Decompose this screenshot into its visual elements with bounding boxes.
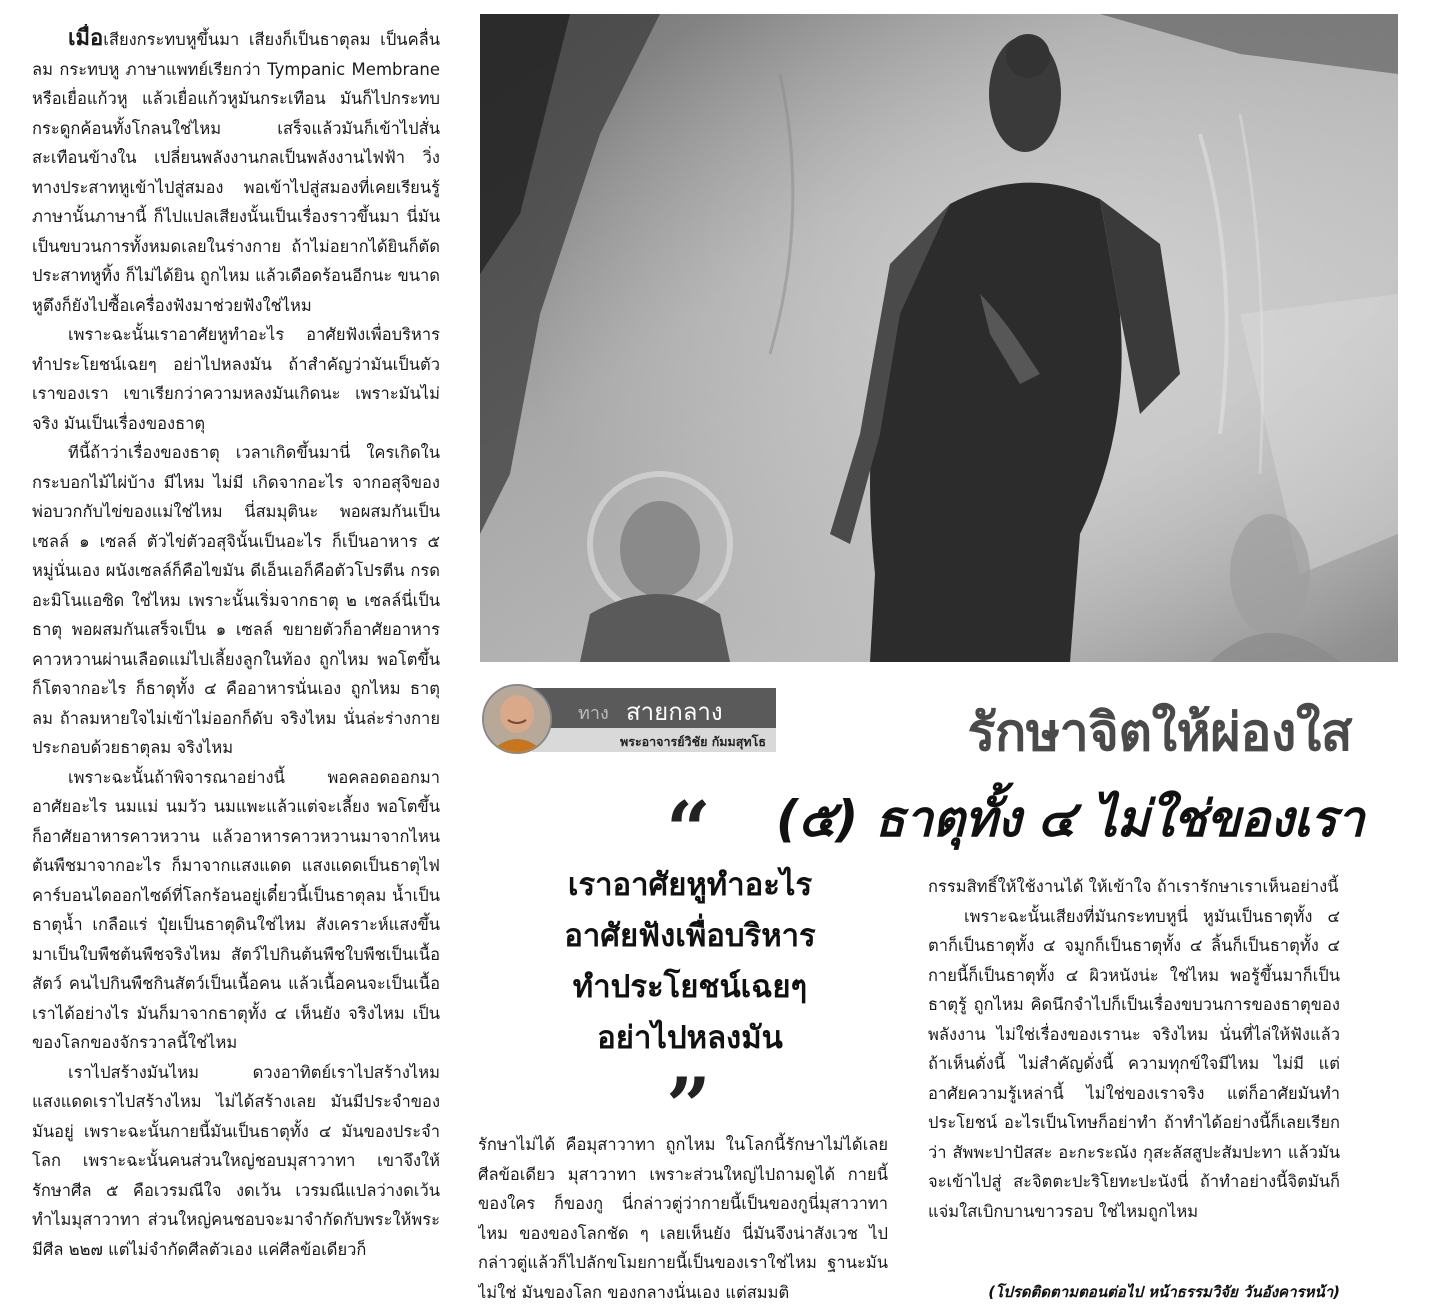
article-right-column bbox=[928, 872, 1340, 1276]
column-header bbox=[482, 684, 776, 754]
avatar-image bbox=[484, 686, 550, 752]
quote-close-mark: ” bbox=[666, 1061, 711, 1152]
article-paragraph: เพราะฉะนั้นเราอาศัยหูทำอะไร อาศัยฟังเพื่อบริหารทำประโยชน์เฉยๆ อย่าไปหลงมัน ถ้าสำคัญว่ามันเป็นตัวเราของเรา เขาเรียกว่าความหลงมันเกิดนะ เพราะมันไม่จริง มันเป็นเรื่องของธาตุ bbox=[32, 325, 440, 433]
pull-quote bbox=[510, 860, 870, 1064]
article-paragraph: ทีนี้ถ้าว่าเรื่องของธาตุ เวลาเกิดขึ้นมานี่ ใครเกิดในกระบอกไม้ไผ่บ้าง มีไหม ไม่มี เกิดจากอะไร จากอสุจิของพ่อบวกกับไข่ของแม่ใช่ไหม นี่สมมุตินะ พอผสมกันเป็นเซลล์ ๑ เซลล์ ตัวไข่ตัวอสุจินั้นเป็นอะไร ก็เป็นอาหาร ๕ หมู่นั่นเอง ผนังเซลล์ก็คือไขมัน ดีเอ็นเอก็คือตัวโปรตีน กรดอะมิโนแอซิด ใช่ไหม เพราะนั้นเริ่มจากธาตุ ๒ เซลล์นี่เป็นธาตุ พอผสมกันเสร็จเป็น ๑ เซลล์ ขยายตัวก็อาศัยอาหารคาวหวานผ่านเลือดแม่ไปเลี้ยงลูกในท้อง ถูกไหม พอโตขึ้นก็โตจากอะไร ก็ธาตุทั้ง ๔ คืออาหารนั่นเอง ถูกไหม ธาตุลม ถ้าลมหายใจไม่เข้าไม่ออกก็ดับ จริงไหม นั่นล่ะร่างกายประกอบด้วยธาตุลม จริงไหม bbox=[32, 443, 440, 757]
headline-line-2: (๕) ธาตุทั้ง ๔ ไม่ใช่ของเรา bbox=[775, 790, 1364, 848]
monk-portrait-avatar bbox=[482, 684, 552, 754]
pull-quote-line: อาศัยฟังเพื่อบริหาร bbox=[564, 918, 816, 954]
buddha-mural-photo bbox=[480, 14, 1398, 662]
article-paragraph: รักษาไม่ได้ คือมุสาวาทา ถูกไหม ในโลกนี้รักษาไม่ได้เลยศีลข้อเดียว มุสาวาทา เพราะส่วนใหญ่ไปถามดูได้ กายนี้ของใคร ก็ของกู นี่กล่าวตู่ว่ากายนี้เป็นของกูนี่มุสาวาทาไหม ของของโลกชัด ๆ เลยเห็นยัง นี่มันจึงน่าสังเวช ไปกล่าวตู่แล้วก็ไปลักขโมยกายนี้เป็นของเราใช่ไหม ฐานะมันไม่ใช่ มันของโลก ของกลางนั่นเอง แต่สมมติ bbox=[478, 1135, 888, 1302]
photo-image bbox=[480, 14, 1398, 662]
continuation-note: (โปรดติดตามตอนต่อไป หน้าธรรมวิจัย วันอังคารหน้า) bbox=[988, 1283, 1340, 1301]
pull-quote-line: ทำประโยชน์เฉยๆ bbox=[572, 969, 808, 1005]
drop-word: เมื่อ bbox=[68, 26, 104, 51]
paragraph-text: เสียงกระทบหูขึ้นมา เสียงก็เป็นธาตุลม เป็นคลื่นลม กระทบหู ภาษาแพทย์เรียกว่า Tympanic Membrane หรือเยื่อแก้วหู แล้วเยื่อแก้วหูมันกระเทือน มันก็ไปกระทบกระดูกค้อนทั้งโกลนใช่ไหม เสร็จแล้วมันก็เข้าไปสั่นสะเทือนข้างใน เปลี่ยนพลังงานกลเป็นพลังงานไฟฟ้า วิ่งทางประสาทหูเข้าไปสู่สมอง พอเข้าไปสู่สมองที่เคยเรียนรู้ภาษานั้นภาษานี้ ก็ไปแปลเสียงนั้นเป็นเรื่องราวขึ้นมา นี่มันเป็นขบวนการทั้งหมดเลยในร่างกาย ถ้าไม่อยากได้ยินก็ตัดประสาทหูทิ้ง ก็ไม่ได้ยิน ถูกไหม แล้วเดือดร้อนอีกนะ ขนาดหูตึงก็ยังไปซื้อเครื่องฟังมาช่วยฟังใช่ไหม bbox=[32, 30, 440, 315]
article-left-column bbox=[32, 24, 440, 1309]
article-paragraph: เพราะฉะนั้นเสียงที่มันกระทบหูนี่ หูมันเป็นธาตุทั้ง ๔ ตาก็เป็นธาตุทั้ง ๔ จมูกก็เป็นธาตุทั้ง ๔ ลิ้นก็เป็นธาตุทั้ง ๔ กายนี้ก็เป็นธาตุทั้ง ๔ ผิวหนังน่ะ ใช่ไหม พอรู้ขึ้นมาก็เป็นธาตุรู้ ถูกไหม คิดนึกจำไปก็เป็นเรื่องขบวนการของธาตุของพลังงาน ไม่ใช่เรื่องของเรานะ จริงไหม นั่นที่ไล่ให้ฟังแล้ว ถ้าเห็นดั่งนี้ ไม่สำคัญดั่งนี้ ความทุกข์ใจมีไหม ไม่มี แต่อาศัยความรู้เหล่านี้ ไม่ใช่ของเราจริง แต่ก็อาศัยมันทำประโยชน์ อะไรเป็นโทษก็อย่าทำ ถ้าทำได้อย่างนี้ก็เลยเรียกว่า สัพพะปาปัสสะ อะกะระณัง กุสะลัสสูปะสัมปะทา แล้วมันจะเข้าไปสู่ สะจิตตะปะริโยทะปะนังนี่ ถ้าทำอย่างนี้จิตมันก็แจ่มใสเบิกบานขาวรอบ ใช่ไหมถูกไหม bbox=[928, 906, 1340, 1221]
pull-quote-line: อย่าไปหลงมัน bbox=[597, 1020, 783, 1056]
pull-quote-line: เราอาศัยหูทำอะไร bbox=[567, 867, 813, 903]
quote-open-mark: “ bbox=[666, 785, 711, 876]
article-paragraph: เพราะฉะนั้นถ้าพิจารณาอย่างนี้ พอคลอดออกมาอาศัยอะไร นมแม่ นมวัว นมแพะแล้วแต่จะเลี้ยง พอโตขึ้นก็อาศัยอาหารคาวหวาน แล้วอาหารคาวหวานมาจากไหน ต้นพืชมาจากอะไร ก็มาจากแสงแดด แสงแดดเป็นธาตุไฟ คาร์บอนไดออกไซด์ที่โลกร้อนอยู่เดี๋ยวนี้เป็นธาตุลม น้ำเป็นธาตุน้ำ เกลือแร่ ปุ๋ยเป็นธาตุดินใช่ไหม สังเคราะห์แสงขึ้นมาเป็นใบพืชต้นพืชจริงไหม สัตว์ไปกินต้นพืชใบพืชเป็นเนื้อสัตว์ คนไปกินพืชกินสัตว์เป็นเนื้อคน แล้วเนื้อคนจะเป็นเนื้อเราได้อย่างไร มันก็มาจากธาตุทั้ง ๔ เห็นยัง จริงไหม เป็นของโลกของจักรวาลนี้ใช่ไหม bbox=[32, 767, 440, 1052]
column-name: สายกลาง bbox=[626, 698, 723, 726]
author-name: พระอาจารย์วิชัย กัมมสุทโธ bbox=[619, 734, 766, 749]
article-paragraph: กรรมสิทธิ์ให้ใช้งานได้ ให้เข้าใจ ถ้าเรารักษาเราเห็นอย่างนี้ bbox=[928, 877, 1339, 896]
column-header-bar bbox=[532, 688, 776, 728]
article-paragraph: เราไปสร้างมันไหม ดวงอาทิตย์เราไปสร้างไหม แสงแดดเราไปสร้างไหม ไม่ได้สร้างเลย มันมีประจำของมันอยู่ เพราะฉะนั้นกายนี้มันเป็นธาตุทั้ง ๔ มันของประจำโลก เพราะฉะนั้นคนส่วนใหญ่ชอบมุสาวาทา เขาจึงให้รักษาศีล ๕ คือเวรมณีใจ งดเว้น เวรมณีแปลว่างดเว้น ทำไมมุสาวาทา ส่วนใหญ่คนชอบจะมาจำกัดกับพระให้พระมีศีล ๒๒๗ แต่ไม่จำกัดศีลตัวเอง แค่ศีลข้อเดียวก็ bbox=[32, 1062, 440, 1259]
article-paragraph bbox=[32, 24, 440, 320]
column-name-small: ทาง bbox=[578, 703, 609, 724]
headline-line-1: รักษาจิตให้ผ่องใส bbox=[967, 703, 1352, 763]
article-middle-column bbox=[478, 1130, 888, 1310]
column-author-bar bbox=[532, 728, 776, 752]
